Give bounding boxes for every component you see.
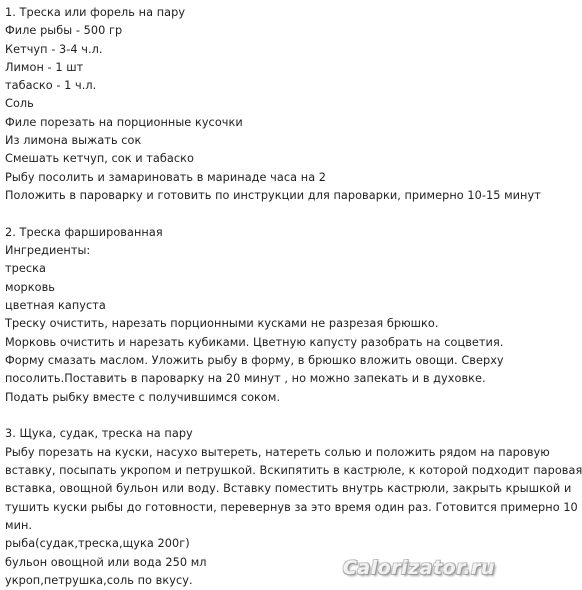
recipe-2-line: морковь xyxy=(5,280,56,294)
recipe-3-line: вставку, посыпать укропом и петрушкой. Вскипятить в кастрюле, к которой подходит паровая xyxy=(5,464,582,478)
recipe-1 xyxy=(5,4,541,205)
recipe-2-line: Форму смазать маслом. Уложить рыбу в форму, в брюшко вложить овощи. Сверху xyxy=(5,353,504,367)
recipe-2-line: Морковь очистить и нарезать кубиками. Цветную капусту разобрать на соцветия. xyxy=(5,335,504,349)
recipe-1-line: Филе рыбы - 500 гр xyxy=(5,24,123,38)
paragraph-gap xyxy=(5,407,505,426)
recipe-1-line: Соль xyxy=(5,97,34,111)
recipe-2-line: треска xyxy=(5,262,46,276)
recipe-2 xyxy=(5,224,505,407)
recipe-3-line: мин. xyxy=(5,518,33,532)
recipe-2-line: посолить.Поставить в пароварку на 20 минут , но можно запекать и в духовке. xyxy=(5,372,486,386)
recipe-3-line: вставка, овощной бульон или воду. Вставку поместить внутрь кастрюли, закрыть крышкой и xyxy=(5,482,572,496)
recipe-1-line: Из лимона выжать сок xyxy=(5,134,142,148)
recipe-3-line: бульон овощной или вода 250 мл xyxy=(5,555,207,569)
recipe-1-line: Лимон - 1 шт xyxy=(5,60,84,74)
document-text xyxy=(5,4,582,590)
recipe-3-line: Рыбу порезать на куски, насухо вытереть, натереть солью и положить рядом на паровую xyxy=(5,445,550,459)
watermark-logo: Calorizator.ru xyxy=(342,557,495,579)
paragraph-gap xyxy=(5,205,505,224)
recipe-2-line: Подать рыбку вместе с получившимся соком. xyxy=(5,390,281,404)
recipe-1-line: Филе порезать на порционные кусочки xyxy=(5,115,243,129)
recipe-2-line: цветная капуста xyxy=(5,299,106,313)
recipe-1-line: табаско - 1 ч.л. xyxy=(5,79,97,93)
recipe-2-line: Треску очистить, нарезать порционными кусками не разрезая брюшко. xyxy=(5,317,439,331)
recipe-3-line: укроп,петрушка,соль по вкусу. xyxy=(5,573,193,587)
recipe-3-line: рыба(судак,треска,щука 200г) xyxy=(5,537,190,551)
recipe-3-title: 3. Щука, судак, треска на пару xyxy=(5,427,193,441)
recipe-1-line: Кетчуп - 3-4 ч.л. xyxy=(5,42,103,56)
recipe-2-line: Ингредиенты: xyxy=(5,244,91,258)
recipe-1-line: Положить в пароварку и готовить по инструкции для пароварки, примерно 10-15 минут xyxy=(5,188,541,202)
recipe-1-line: Смешать кетчуп, сок и табаско xyxy=(5,152,194,166)
recipe-3-line: тушить куски рыбы до готовности, перевернув за это время один раз. Готовится примерно 10 xyxy=(5,500,578,514)
recipe-1-title: 1. Треска или форель на пару xyxy=(5,6,186,19)
recipe-2-title: 2. Треска фаршированная xyxy=(5,225,163,239)
recipe-1-line: Рыбу посолить и замариновать в маринаде часа на 2 xyxy=(5,170,327,184)
